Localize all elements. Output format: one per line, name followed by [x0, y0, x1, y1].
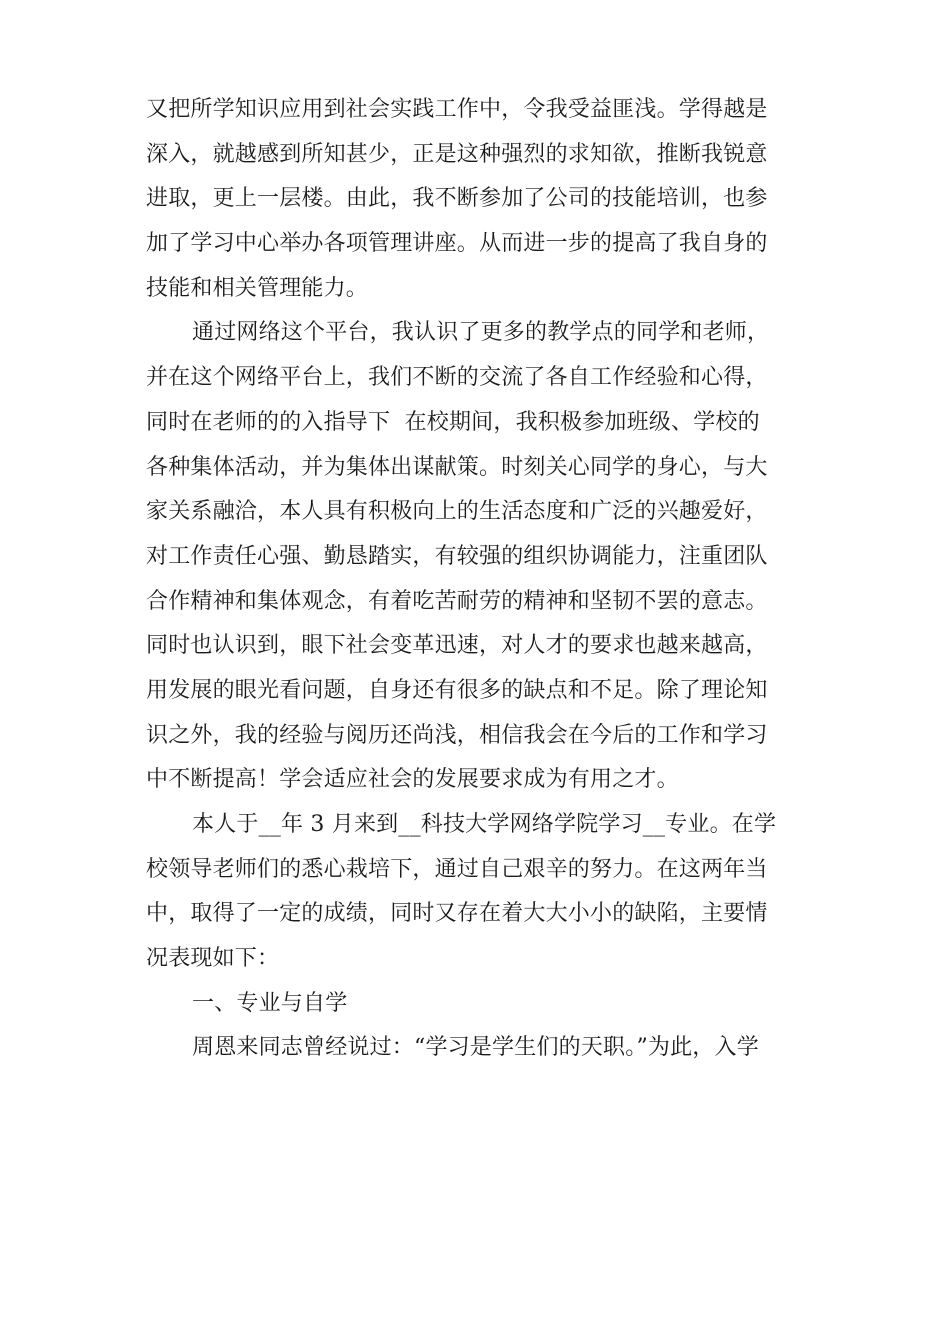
text-line: 用发展的眼光看问题，自身还有很多的缺点和不足。除了理论知 — [146, 677, 768, 703]
text-line: 同时在老师的的入指导下 在校期间，我积极参加班级、学校的 — [146, 409, 760, 435]
text-line: 家关系融洽，本人具有积极向上的生活态度和广泛的兴趣爱好， — [146, 499, 768, 525]
paragraph-start-line: 本人于__年 3 月来到__科技大学网络学院学习__专业。在学 — [192, 812, 777, 837]
text-line: 技能和相关管理能力。 — [146, 275, 369, 301]
text-line: 中不断提高！学会适应社会的发展要求成为有用之才。 — [146, 767, 679, 793]
text-line: 深入，就越感到所知甚少，正是这种强烈的求知欲，推断我锐意 — [146, 141, 768, 167]
text-line: 合作精神和集体观念，有着吃苦耐劳的精神和坚韧不罢的意志。 — [146, 588, 768, 614]
section-heading: 一、专业与自学 — [192, 990, 348, 1016]
text-line: 对工作责任心强、勤恳踏实，有较强的组织协调能力，注重团队 — [146, 543, 768, 569]
text-line: 况表现如下： — [146, 946, 280, 972]
text-line: 识之外，我的经验与阅历还尚浅，相信我会在今后的工作和学习 — [146, 722, 768, 748]
text-line: 进取，更上一层楼。由此，我不断参加了公司的技能培训，也参 — [146, 186, 768, 212]
text-line: 校领导老师们的悉心栽培下，通过自己艰辛的努力。在这两年当 — [146, 856, 768, 882]
text-line: 又把所学知识应用到社会实践工作中，令我受益匪浅。学得越是 — [146, 97, 768, 122]
paragraph-start-line: 通过网络这个平台，我认识了更多的教学点的同学和老师， — [192, 320, 770, 346]
document-body — [146, 88, 821, 1071]
paragraph-start-line: 周恩来同志曾经说过：“学习是学生们的天职。”为此，入学 — [192, 1035, 759, 1061]
text-line: 加了学习中心举办各项管理讲座。从而进一步的提高了我自身的 — [146, 231, 768, 257]
text-line: 并在这个网络平台上，我们不断的交流了各自工作经验和心得， — [146, 365, 768, 391]
text-line: 各种集体活动，并为集体出谋献策。时刻关心同学的身心，与大 — [146, 454, 768, 480]
text-line: 中，取得了一定的成绩，同时又存在着大大小小的缺陷，主要情 — [146, 901, 768, 927]
text-line: 同时也认识到，眼下社会变革迅速，对人才的要求也越来越高， — [146, 633, 768, 659]
